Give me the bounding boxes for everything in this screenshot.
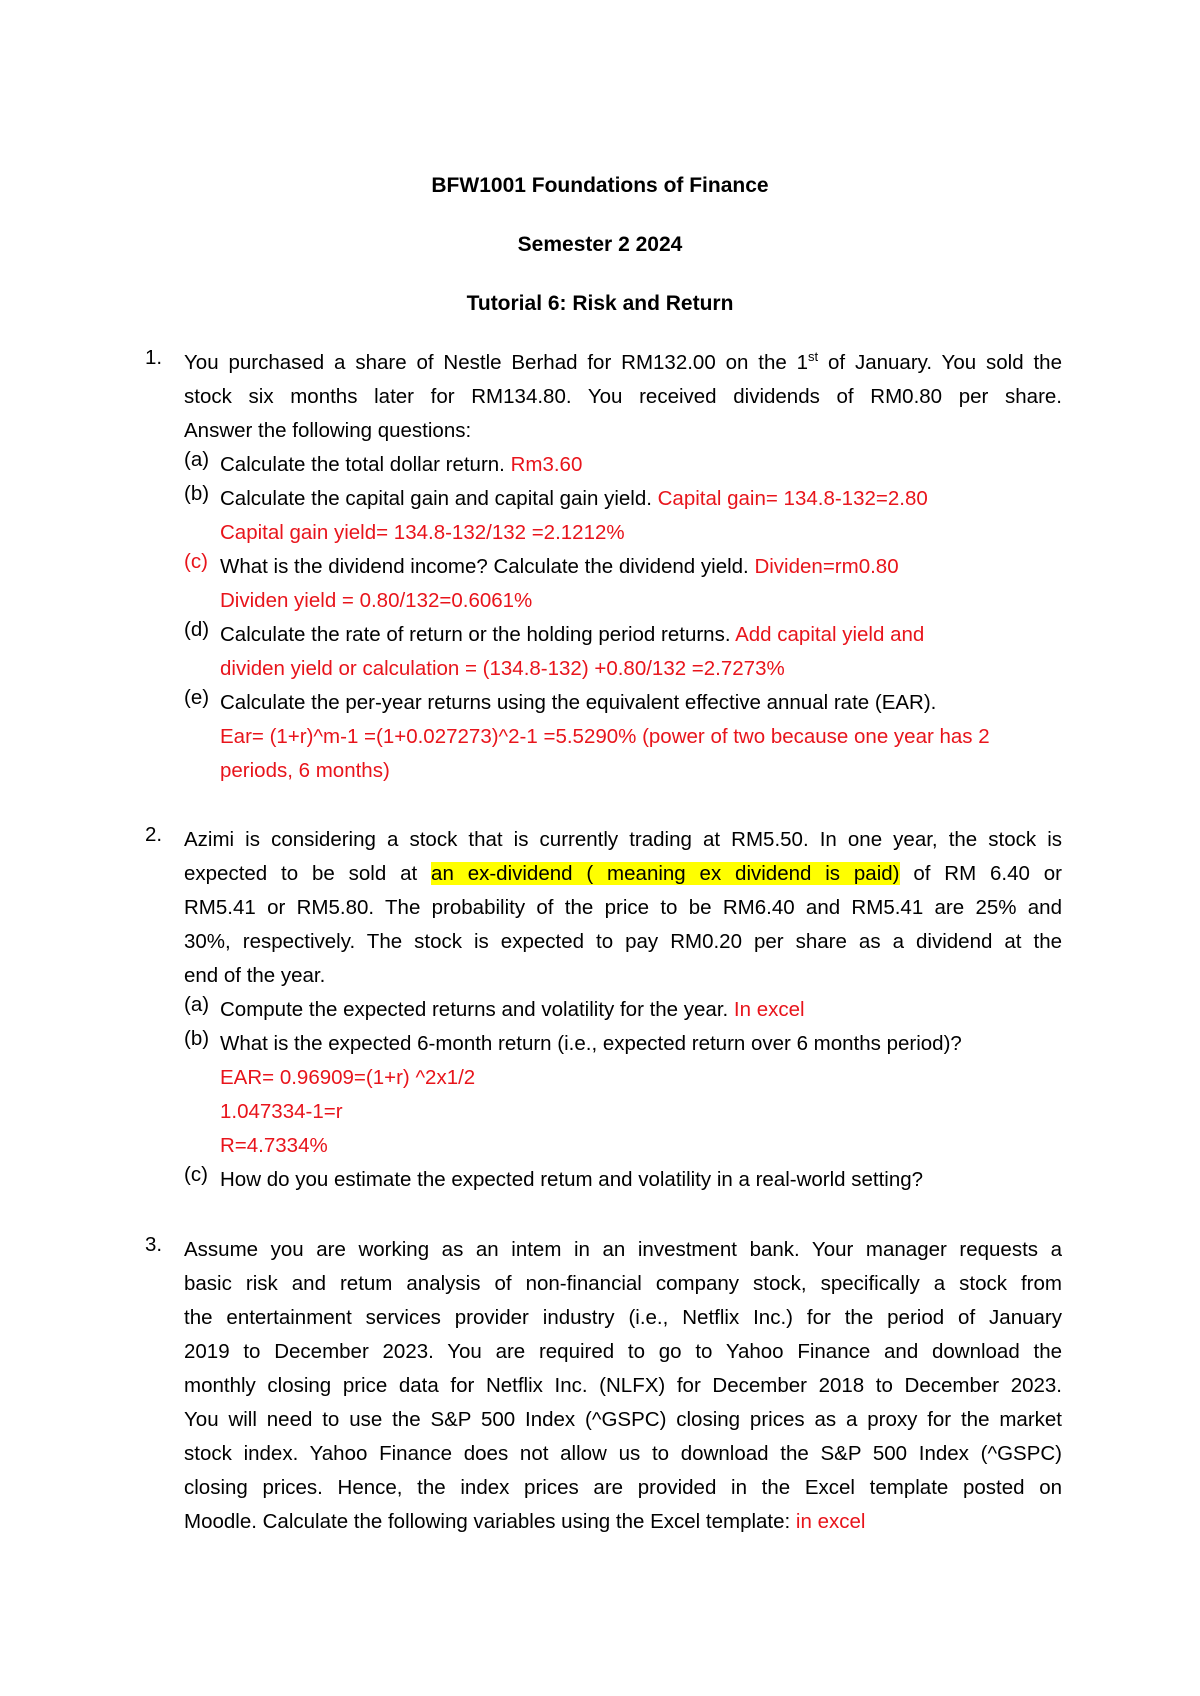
answer-text: Dividen=rm0.80 bbox=[754, 555, 899, 578]
answer-text: Capital gain yield= 134.8-132/132 =2.1212% bbox=[220, 521, 625, 544]
answer-text: Capital gain= 134.8-132=2.80 bbox=[657, 487, 928, 510]
answer-text: 1.047334-1=r bbox=[220, 1100, 343, 1123]
question-2-line: RM5.41 or RM5.80. The probability of the price to be RM6.40 and RM5.41 are 25% and bbox=[184, 896, 1062, 919]
part-label: (b) bbox=[184, 482, 210, 505]
part-2a: Compute the expected returns and volatility for the year. In excel bbox=[220, 998, 805, 1021]
part-2c: How do you estimate the expected retum and volatility in a real-world setting? bbox=[220, 1168, 924, 1191]
answer-text: Ear= (1+r)^m-1 =(1+0.027273)^2-1 =5.5290% (power of two because one year has 2 bbox=[220, 725, 990, 748]
course-title: BFW1001 Foundations of Finance bbox=[431, 174, 769, 197]
part-label: (c) bbox=[184, 1163, 208, 1186]
tutorial-title: Tutorial 6: Risk and Return bbox=[466, 292, 734, 315]
question-3-line: Moodle. Calculate the following variables using the Excel template: in excel bbox=[184, 1510, 866, 1533]
part-1b: Calculate the capital gain and capital gain yield. Capital gain= 134.8-132=2.80 bbox=[220, 487, 928, 510]
answer-text: dividen yield or calculation = (134.8-132) +0.80/132 =2.7273% bbox=[220, 657, 785, 680]
answer-text: In excel bbox=[733, 998, 805, 1021]
question-3-line: stock index. Yahoo Finance does not allow us to download the S&P 500 Index (^GSPC) bbox=[184, 1442, 1062, 1465]
question-number: 2. bbox=[145, 823, 163, 846]
answer-text: R=4.7334% bbox=[220, 1134, 328, 1157]
part-label: (b) bbox=[184, 1027, 210, 1050]
question-3-line: You will need to use the S&P 500 Index (^GSPC) closing prices as a proxy for the market bbox=[184, 1408, 1062, 1431]
part-label: (a) bbox=[184, 448, 210, 471]
answer-text: in excel bbox=[795, 1510, 866, 1533]
answer-text: Dividen yield = 0.80/132=0.6061% bbox=[220, 589, 533, 612]
part-label: (e) bbox=[184, 686, 210, 709]
highlighted-text: an ex-dividend ( meaning ex dividend is paid) bbox=[431, 862, 900, 885]
question-3-line: 2019 to December 2023. You are required to go to Yahoo Finance and download the bbox=[184, 1340, 1062, 1363]
question-number: 1. bbox=[145, 346, 163, 369]
part-label: (d) bbox=[184, 618, 210, 641]
question-1-line: You purchased a share of Nestle Berhad for RM132.00 on the 1st of January. You sold the bbox=[184, 349, 1062, 374]
question-3-line: basic risk and retum analysis of non-financial company stock, specifically a stock from bbox=[184, 1272, 1062, 1295]
question-1-line: stock six months later for RM134.80. You received dividends of RM0.80 per share. bbox=[184, 385, 1062, 408]
part-1e: Calculate the per-year returns using the equivalent effective annual rate (EAR). bbox=[220, 691, 937, 714]
part-2b: What is the expected 6-month return (i.e., expected return over 6 months period)? bbox=[220, 1032, 962, 1055]
part-1a: Calculate the total dollar return. Rm3.60 bbox=[220, 453, 583, 476]
part-1d: Calculate the rate of return or the holding period returns. Add capital yield and bbox=[220, 623, 925, 646]
answer-text: Add capital yield and bbox=[735, 623, 925, 646]
question-2-text bbox=[184, 823, 1062, 993]
question-2-line: expected to be sold at an ex-dividend ( meaning ex dividend is paid) of RM 6.40 or bbox=[184, 862, 1062, 885]
question-3-line: the entertainment services provider industry (i.e., Netflix Inc.) for the period of January bbox=[184, 1306, 1062, 1329]
question-3-text bbox=[184, 1233, 1062, 1539]
part-label: (a) bbox=[184, 993, 210, 1016]
answer-text: periods, 6 months) bbox=[220, 759, 390, 782]
part-1c: What is the dividend income? Calculate the dividend yield. Dividen=rm0.80 bbox=[220, 555, 899, 578]
question-3-line: monthly closing price data for Netflix Inc. (NLFX) for December 2018 to December 2023. bbox=[184, 1374, 1062, 1397]
answer-text: Rm3.60 bbox=[510, 453, 583, 476]
question-number: 3. bbox=[145, 1233, 163, 1256]
question-3-line: closing prices. Hence, the index prices are provided in the Excel template posted on bbox=[184, 1476, 1062, 1499]
question-3-line: Assume you are working as an intem in an investment bank. Your manager requests a bbox=[184, 1238, 1062, 1261]
question-2-line: 30%, respectively. The stock is expected to pay RM0.20 per share as a dividend at the bbox=[184, 930, 1062, 953]
semester-title: Semester 2 2024 bbox=[517, 233, 683, 256]
question-1-line: Answer the following questions: bbox=[184, 419, 472, 442]
question-1-text bbox=[184, 346, 1062, 448]
part-label: (c) bbox=[184, 550, 208, 573]
question-2-line: Azimi is considering a stock that is currently trading at RM5.50. In one year, the stock is bbox=[184, 828, 1062, 851]
question-2-line: end of the year. bbox=[184, 964, 326, 987]
answer-text: EAR= 0.96909=(1+r) ^2x1/2 bbox=[220, 1066, 476, 1089]
